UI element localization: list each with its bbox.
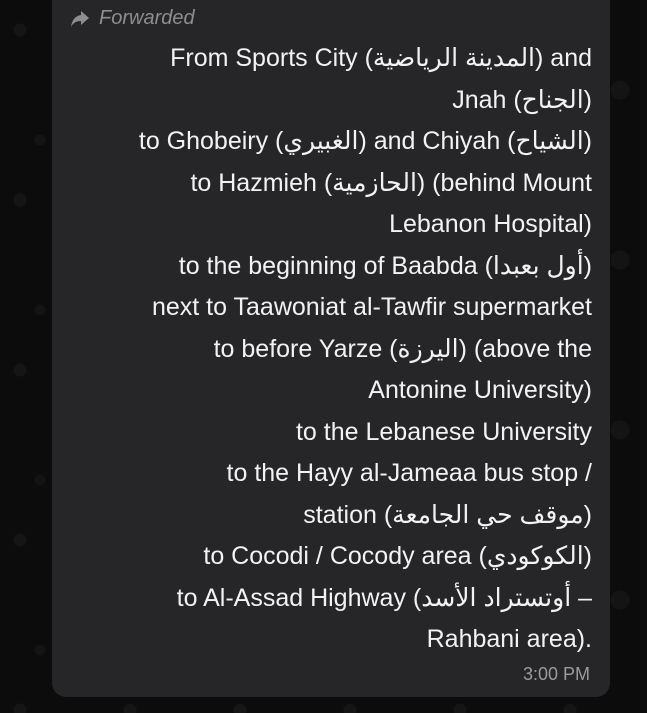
message-line: station (موقف حي الجامعة) xyxy=(303,500,592,529)
message-line: Lebanon Hospital) xyxy=(389,210,592,238)
message-text xyxy=(52,38,592,661)
message-line: Jnah (الجناح) xyxy=(452,85,592,114)
forwarded-label: Forwarded xyxy=(99,7,195,29)
message-bubble[interactable] xyxy=(52,0,610,697)
message-line: to the beginning of Baabda (أول بعبدا) xyxy=(178,251,592,280)
message-line: to Cocodi / Cocody area (الكوكودي) xyxy=(203,542,592,570)
message-line: next to Taawoniat al-Tawfir supermarket xyxy=(151,293,592,321)
message-line: to the Lebanese University xyxy=(295,417,592,446)
message-line: to before Yarze (اليرزة) (above the xyxy=(213,334,592,363)
message-line: Antonine University) xyxy=(368,376,592,404)
message-line: to Al-Assad Highway (أوتستراد الأسد – xyxy=(176,583,592,612)
message-line: Rahbani area). xyxy=(426,625,592,653)
message-line: to Ghobeiry (الغبيري) and Chiyah (الشياح) xyxy=(138,127,592,155)
message-timestamp: 3:00 PM xyxy=(522,664,590,684)
message-line: to the Hayy al-Jameaa bus stop / xyxy=(226,459,592,487)
message-line: From Sports City (المدينة الرياضية) and xyxy=(170,44,592,72)
forwarded-indicator xyxy=(69,7,195,30)
message-line: to Hazmieh (الحازمية) (behind Mount xyxy=(190,168,592,197)
forward-arrow-icon xyxy=(69,9,91,29)
